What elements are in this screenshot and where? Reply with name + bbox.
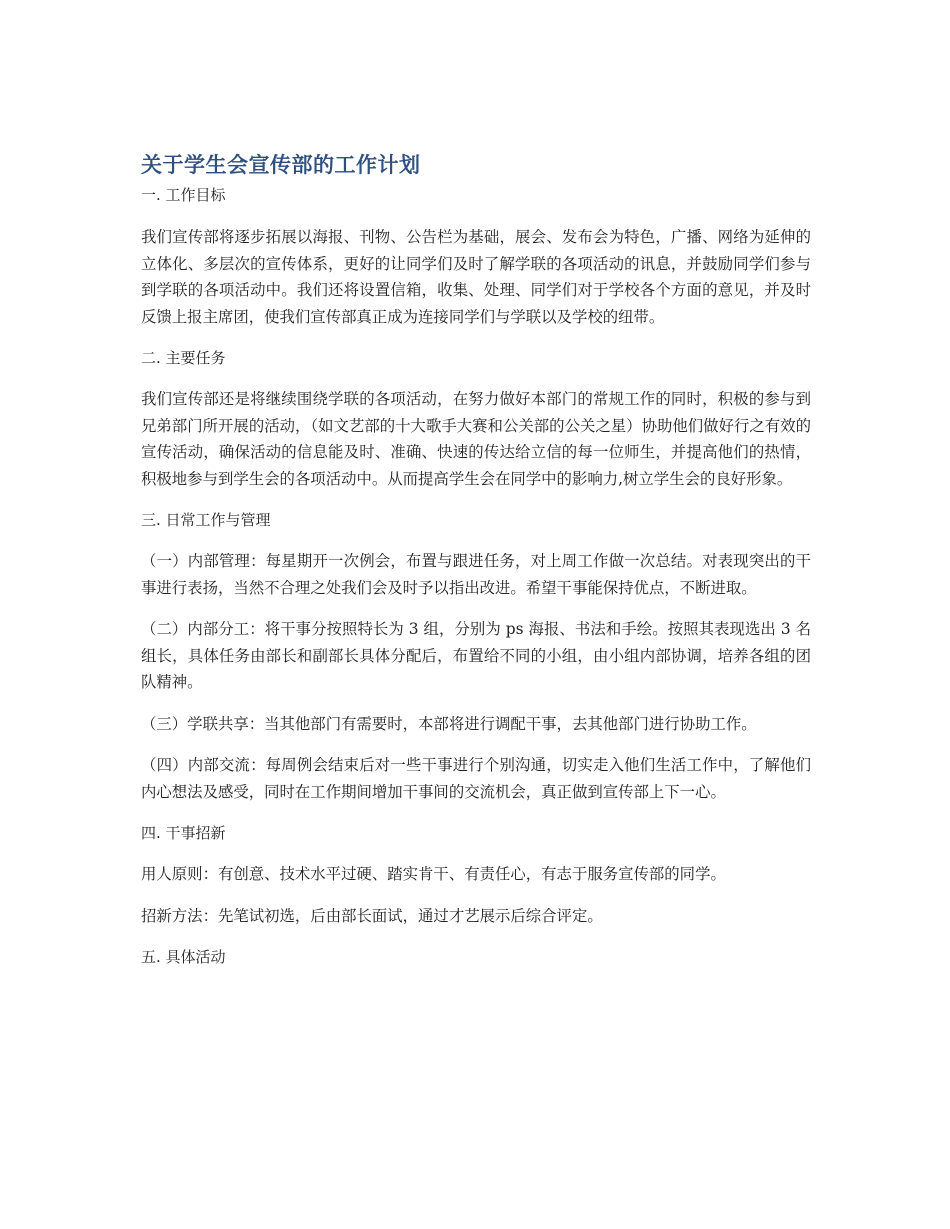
section-heading-activities: 五. 具体活动	[141, 948, 226, 966]
section-heading-tasks: 二. 主要任务	[141, 349, 226, 367]
paragraph-internal-communication: （四）内部交流：每周例会结束后对一些干事进行个别沟通，切实走入他们生活工作中，了解他们内心想法及感受，同时在工作期间增加干事间的交流机会，真正做到宣传部上下一心。	[141, 756, 811, 801]
paragraph-hiring-principle: 用人原则：有创意、技术水平过硬、踏实肯干、有责任心，有志于服务宣传部的同学。	[141, 865, 726, 883]
paragraph-union-sharing: （三）学联共享：当其他部门有需要时，本部将进行调配干事，去其他部门进行协助工作。	[141, 714, 757, 733]
document-content	[141, 148, 811, 970]
section-heading-daily-work: 三. 日常工作与管理	[141, 511, 271, 529]
paragraph-recruitment-method: 招新方法：先笔试初选，后由部长面试，通过才艺展示后综合评定。	[141, 906, 603, 925]
paragraph-internal-management: （一）内部管理：每星期开一次例会，布置与跟进任务，对上周工作做一次总结。对表现突出的干事进行表扬，当然不合理之处我们会及时予以指出改进。希望干事能保持优点，不断进取。	[141, 552, 811, 597]
paragraph-tasks: 我们宣传部还是将继续围绕学联的各项活动，在努力做好本部门的常规工作的同时，积极的参与到兄弟部门所开展的活动，（如文艺部的十大歌手大赛和公关部的公关之星）协助他们做好行之有效的宣传活动，确保活动的信息能及时、准确、快速的传达给立信的每一位师生，并提高他们的热情，积极地参与到学生会的各项活动中。从而提高学生会在同学中的影响力,树立学生会的良好形象。	[141, 390, 811, 488]
paragraph-goals: 我们宣传部将逐步拓展以海报、刊物、公告栏为基础，展会、发布会为特色，广播、网络为延伸的立体化、多层次的宣传体系，更好的让同学们及时了解学联的各项活动的讯息，并鼓励同学们参与到学联的各项活动中。我们还将设置信箱，收集、处理、同学们对于学校各个方面的意见，并及时反馈上报主席团，使我们宣传部真正成为连接同学们与学联以及学校的纽带。	[141, 228, 811, 326]
paragraph-internal-division: （二）内部分工：将干事分按照特长为 3 组，分别为 ps 海报、书法和手绘。按照其表现选出 3 名组长，具体任务由部长和副部长具体分配后，布置给不同的小组，由小组内部协调，培养各组的团队精神。	[141, 620, 811, 691]
document-title: 关于学生会宣传部的工作计划	[141, 153, 421, 177]
section-heading-goals: 一. 工作目标	[141, 186, 226, 204]
section-heading-recruitment: 四. 干事招新	[141, 824, 226, 842]
